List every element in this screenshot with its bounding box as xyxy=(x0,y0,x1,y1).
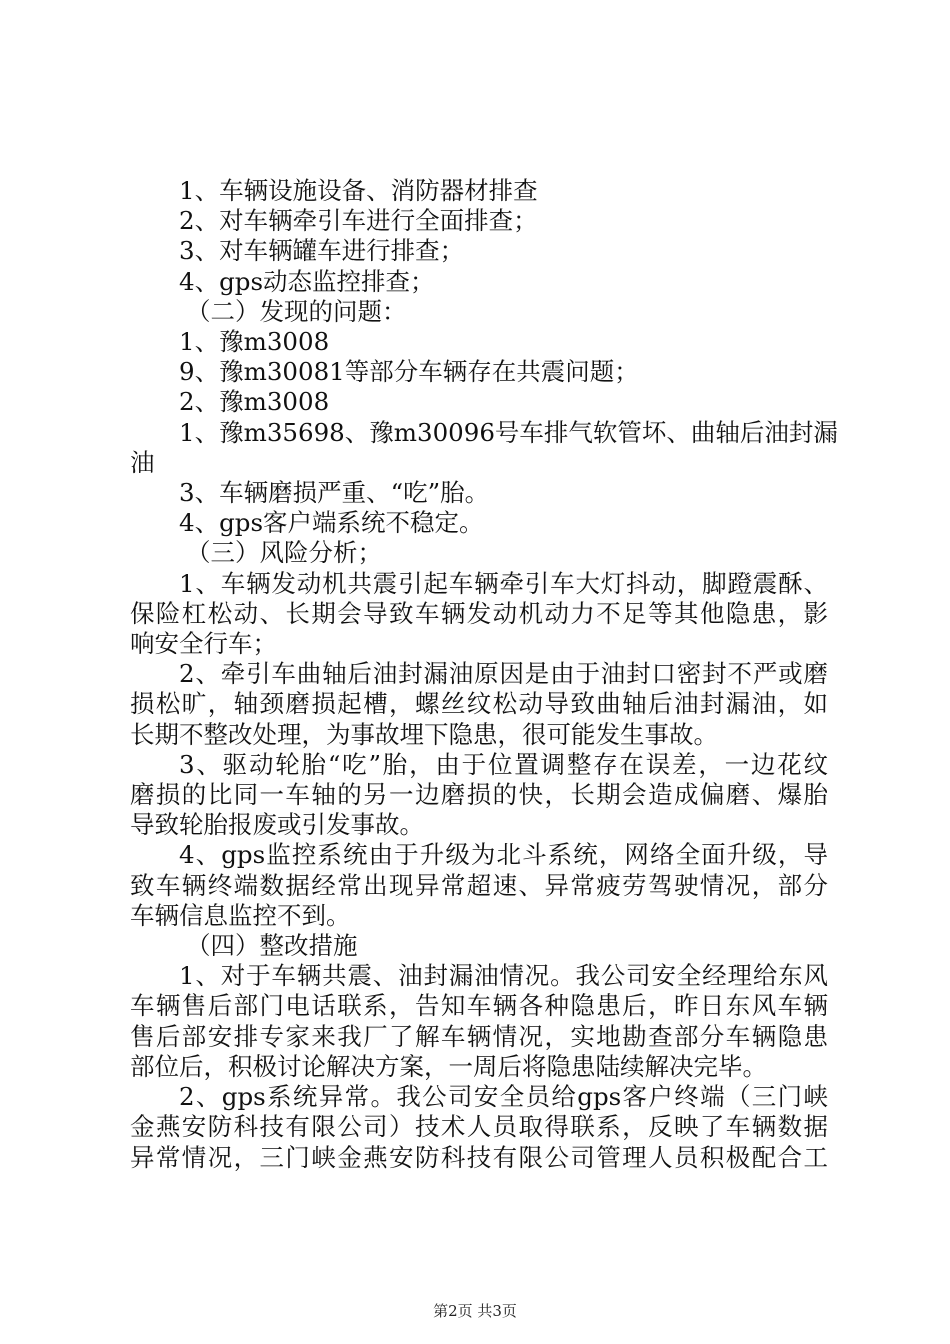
paragraph-line: 损松旷，轴颈磨损起槽，螺丝纹松动导致曲轴后油封漏油，如 xyxy=(130,689,828,719)
section-heading: （四）整改措施 xyxy=(186,931,358,961)
list-item: 1、车辆设施设备、消防器材排查 xyxy=(179,176,538,205)
page-number: 第2页 共3页 xyxy=(433,1302,517,1320)
paragraph-line: 2、牵引车曲轴后油封漏油原因是由于油封口密封不严或磨 xyxy=(179,659,828,689)
paragraph-line: 致车辆终端数据经常出现异常超速、异常疲劳驾驶情况，部分 xyxy=(130,870,828,900)
list-item: 2、豫m3008 xyxy=(179,387,330,417)
paragraph-line: 2、gps系统异常。我公司安全员给gps客户终端（三门峡 xyxy=(179,1082,828,1112)
list-item: 3、对车辆罐车进行排查； xyxy=(179,236,465,266)
document-body xyxy=(130,176,838,1173)
list-item: 1、豫m3008 xyxy=(179,327,330,357)
paragraph-line: 3、驱动轮胎“吃”胎，由于位置调整存在误差，一边花纹 xyxy=(179,749,828,779)
list-item: 2、对车辆牵引车进行全面排查； xyxy=(179,206,538,236)
list-item: 4、gps客户端系统不稳定。 xyxy=(179,508,484,538)
paragraph-line: 1、车辆发动机共震引起车辆牵引车大灯抖动，脚蹬震酥、 xyxy=(179,568,828,598)
list-item: 3、车辆磨损严重、“吃”胎。 xyxy=(179,478,490,508)
paragraph-line: 异常情况，三门峡金燕安防科技有限公司管理人员积极配合工 xyxy=(130,1142,828,1172)
paragraph-line: 4、gps监控系统由于升级为北斗系统，网络全面升级，导 xyxy=(179,840,828,870)
paragraph-line: 部位后，积极讨论解决方案，一周后将隐患陆续解决完毕。 xyxy=(130,1051,767,1081)
paragraph-line: 1、豫m35698、豫m30096号车排气软管坏、曲轴后油封漏 xyxy=(179,417,838,447)
paragraph-line: 售后部安排专家来我厂了解车辆情况，实地勘查部分车辆隐患 xyxy=(130,1021,828,1051)
paragraph-line: 金燕安防科技有限公司）技术人员取得联系，反映了车辆数据 xyxy=(130,1112,828,1142)
section-heading: （三）风险分析； xyxy=(186,538,382,568)
paragraph-line: 1、对于车辆共震、油封漏油情况。我公司安全经理给东风 xyxy=(179,961,828,991)
paragraph-line: 响安全行车； xyxy=(130,629,277,659)
paragraph-line: 车辆售后部门电话联系，告知车辆各种隐患后，昨日东风车辆 xyxy=(130,991,828,1021)
section-heading: （二）发现的问题： xyxy=(186,296,407,326)
list-item: 9、豫m30081等部分车辆存在共震问题； xyxy=(179,357,639,387)
paragraph-line: 磨损的比同一车轴的另一边磨损的快，长期会造成偏磨、爆胎 xyxy=(130,780,828,810)
paragraph-line: 导致轮胎报废或引发事故。 xyxy=(130,810,424,840)
paragraph-line: 长期不整改处理，为事故埋下隐患，很可能发生事故。 xyxy=(130,719,718,749)
paragraph-line: 保险杠松动、长期会导致车辆发动机动力不足等其他隐患，影 xyxy=(130,598,828,628)
paragraph-line: 油 xyxy=(130,447,155,477)
paragraph-line: 车辆信息监控不到。 xyxy=(130,900,351,930)
list-item: 4、gps动态监控排查； xyxy=(179,266,435,296)
